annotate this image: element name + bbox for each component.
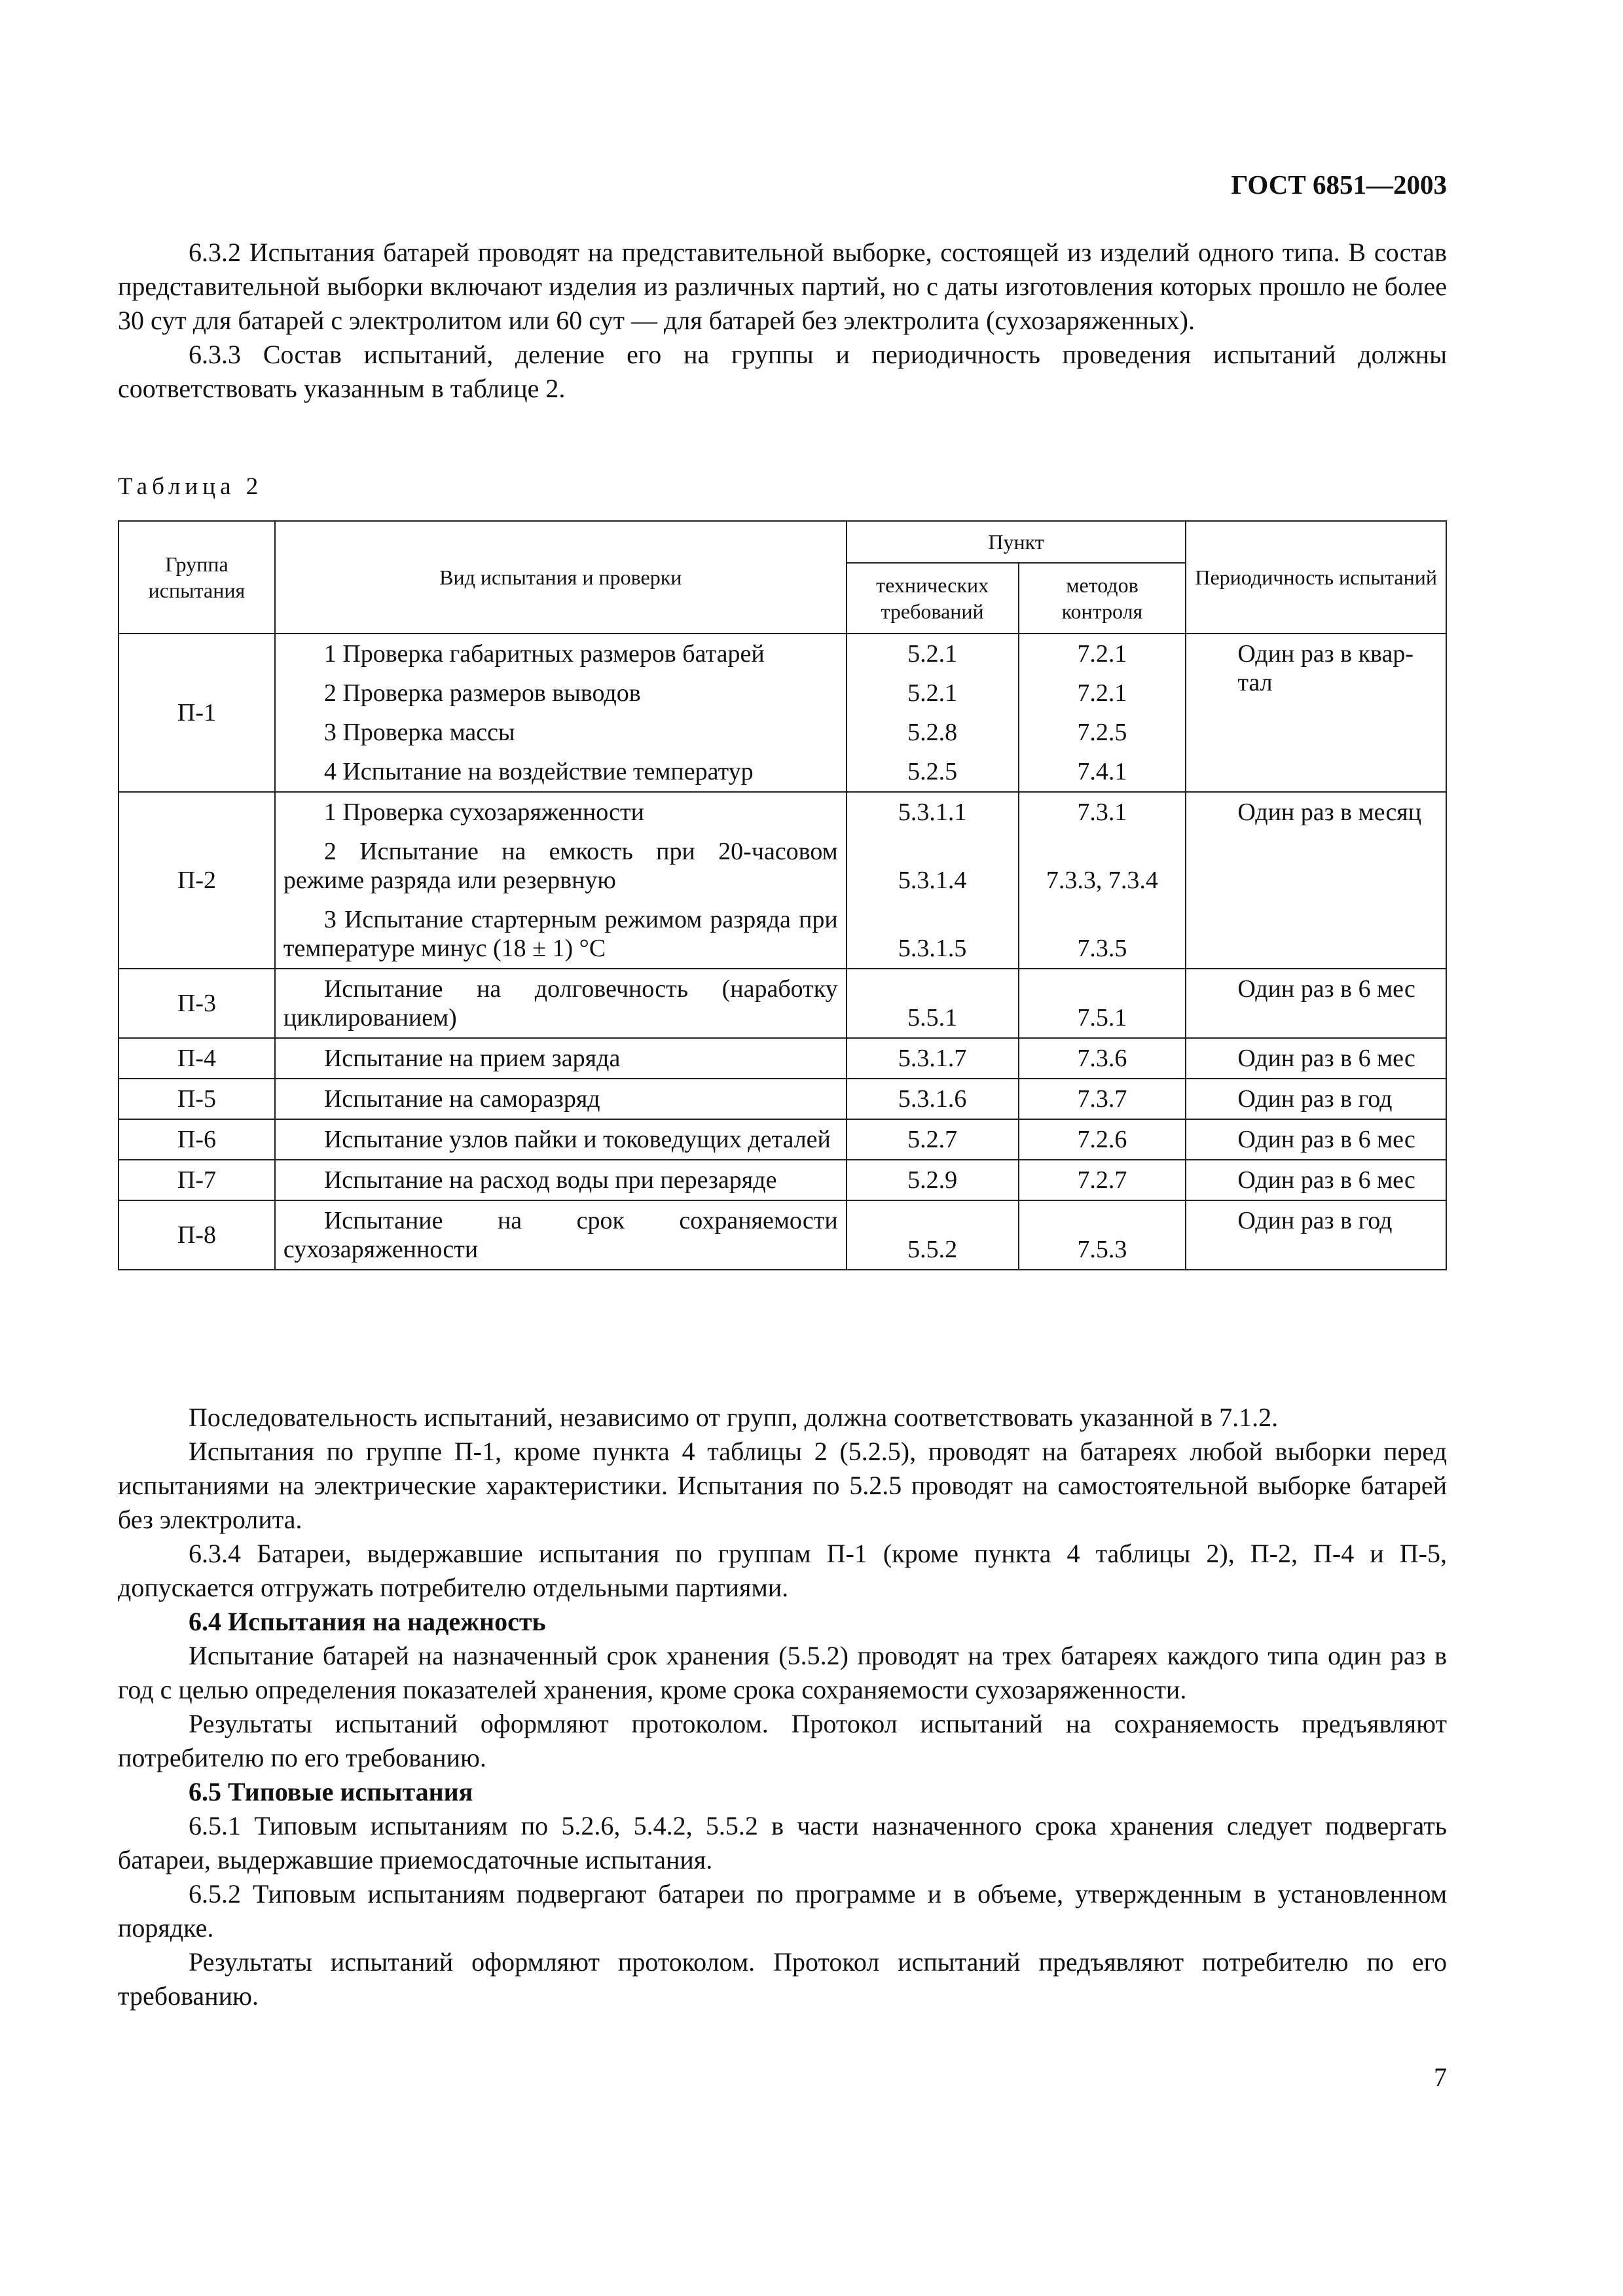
- tech-cell: 5.3.1.7: [847, 1038, 1019, 1079]
- header-period: Периодичность испытаний: [1186, 521, 1446, 634]
- test-cell: 4 Испытание на воздействие температур: [275, 752, 847, 792]
- period-cell: Один раз в 6 мес: [1186, 1038, 1446, 1079]
- method-cell: 7.2.1: [1019, 673, 1186, 713]
- tech-cell: 5.5.2: [847, 1200, 1019, 1270]
- test-cell: 2 Испытание на емкость при 20-часовом режиме разряда или резервную: [275, 832, 847, 900]
- test-cell: 1 Проверка габаритных размеров батарей: [275, 634, 847, 673]
- method-cell: 7.2.7: [1019, 1160, 1186, 1200]
- method-cell: 7.3.3, 7.3.4: [1019, 832, 1186, 900]
- paragraph-6-5-2: 6.5.2 Типовым испытаниям подвергают батареи по программе и в объеме, утвержденным в установленном порядке.: [118, 1879, 1447, 1943]
- heading-6-4: 6.4 Испытания на надежность: [189, 1607, 546, 1636]
- page-number: 7: [1434, 2062, 1447, 2092]
- header-group: Группа испытания: [119, 521, 275, 634]
- paragraph-6-4-a: Испытание батарей на назначенный срок хранения (5.5.2) проводят на трех батареях каждого типа один раз в год с целью определения показателей хранения, кроме срока сохраняемости сухозаряженности.: [118, 1641, 1447, 1704]
- main-section: [118, 1401, 1447, 2013]
- tech-cell: 5.2.7: [847, 1119, 1019, 1160]
- period-cell: Один раз в квар- тал: [1186, 634, 1446, 792]
- period-cell: Один раз в год: [1186, 1200, 1446, 1270]
- paragraph-6-3-3: 6.3.3 Состав испытаний, деление его на группы и периодичность проведения испытаний должны соответствовать указанным в таблице 2.: [118, 340, 1447, 403]
- header-point: Пункт: [847, 521, 1186, 563]
- table-row: [119, 1200, 1446, 1270]
- method-cell: 7.5.3: [1019, 1200, 1186, 1270]
- method-cell: 7.3.1: [1019, 792, 1186, 832]
- group-cell: П-2: [119, 792, 275, 969]
- tech-cell: 5.2.5: [847, 752, 1019, 792]
- table-caption: Таблица 2: [118, 473, 263, 500]
- heading-6-5: 6.5 Типовые испытания: [189, 1777, 473, 1806]
- group-cell: П-5: [119, 1079, 275, 1119]
- group-cell: П-4: [119, 1038, 275, 1079]
- tests-table: [118, 520, 1447, 1270]
- tech-cell: 5.3.1.1: [847, 792, 1019, 832]
- test-cell: Испытание на срок сохраняемости сухозаряженности: [275, 1200, 847, 1270]
- table-row: [119, 1079, 1446, 1119]
- paragraph-6-3-2: 6.3.2 Испытания батарей проводят на представительной выборке, состоящей из изделий одного типа. В состав представительной выборки включают изделия из различных партий, но с даты изготовления которых прошло не более 30 сут для батарей с электролитом или 60 сут — для батарей без электролита (сухозаряженных).: [118, 238, 1447, 335]
- test-cell: Испытание на саморазряд: [275, 1079, 847, 1119]
- table-row: [119, 969, 1446, 1038]
- tech-cell: 5.2.1: [847, 634, 1019, 673]
- period-cell: Один раз в 6 мес: [1186, 1160, 1446, 1200]
- paragraph-6-5-1: 6.5.1 Типовым испытаниям по 5.2.6, 5.4.2, 5.5.2 в части назначенного срока хранения следует подвергать батареи, выдержавшие приемосдаточные испытания.: [118, 1811, 1447, 1874]
- method-cell: 7.5.1: [1019, 969, 1186, 1038]
- method-cell: 7.2.5: [1019, 713, 1186, 752]
- group-cell: П-1: [119, 634, 275, 792]
- method-cell: 7.2.1: [1019, 634, 1186, 673]
- period-cell: Один раз в 6 мес: [1186, 969, 1446, 1038]
- table-row: [119, 1038, 1446, 1079]
- method-cell: 7.3.6: [1019, 1038, 1186, 1079]
- method-cell: 7.2.6: [1019, 1119, 1186, 1160]
- header-tech: технических требований: [847, 563, 1019, 634]
- header-test: Вид испытания и проверки: [275, 521, 847, 634]
- tech-cell: 5.2.1: [847, 673, 1019, 713]
- paragraph-6-4-b: Результаты испытаний оформляют протоколом. Протокол испытаний на сохраняемость предъявляют потребителю по его требованию.: [118, 1709, 1447, 1772]
- tech-cell: 5.3.1.5: [847, 900, 1019, 969]
- tech-cell: 5.2.8: [847, 713, 1019, 752]
- table-row: [119, 1119, 1446, 1160]
- intro-section: [118, 236, 1447, 406]
- header-methods: методов контроля: [1019, 563, 1186, 634]
- table-row: [119, 1160, 1446, 1200]
- test-cell: Испытание на прием заряда: [275, 1038, 847, 1079]
- period-cell: Один раз в месяц: [1186, 792, 1446, 969]
- period-cell: Один раз в 6 мес: [1186, 1119, 1446, 1160]
- table-row: [119, 634, 1446, 673]
- table-header-row: [119, 521, 1446, 563]
- paragraph-6-3-4: 6.3.4 Батареи, выдержавшие испытания по группам П-1 (кроме пункта 4 таблицы 2), П-2, П-4 и П-5, допускается отгружать потребителю отдельными партиями.: [118, 1539, 1447, 1602]
- document-header: ГОСТ 6851—2003: [1231, 170, 1447, 200]
- tech-cell: 5.3.1.6: [847, 1079, 1019, 1119]
- tech-cell: 5.5.1: [847, 969, 1019, 1038]
- tech-cell: 5.2.9: [847, 1160, 1019, 1200]
- test-cell: Испытание на долговечность (наработку циклированием): [275, 969, 847, 1038]
- test-cell: Испытание на расход воды при перезаряде: [275, 1160, 847, 1200]
- paragraph-sequence: Последовательность испытаний, независимо от групп, должна соответствовать указанной в 7.1.2.: [189, 1403, 1279, 1432]
- test-cell: 1 Проверка сухозаряженности: [275, 792, 847, 832]
- group-cell: П-6: [119, 1119, 275, 1160]
- method-cell: 7.3.5: [1019, 900, 1186, 969]
- group-cell: П-7: [119, 1160, 275, 1200]
- paragraph-p1: Испытания по группе П-1, кроме пункта 4 таблицы 2 (5.2.5), проводят на батареях любой выборки перед испытаниями на электрические характеристики. Испытания по 5.2.5 проводят на самостоятельной выборке батарей без электролита.: [118, 1437, 1447, 1534]
- table-body: [119, 634, 1446, 1270]
- group-cell: П-8: [119, 1200, 275, 1270]
- paragraph-6-5-c: Результаты испытаний оформляют протоколом. Протокол испытаний предъявляют потребителю по его требованию.: [118, 1947, 1447, 2011]
- tech-cell: 5.3.1.4: [847, 832, 1019, 900]
- test-cell: 3 Проверка массы: [275, 713, 847, 752]
- period-cell: Один раз в год: [1186, 1079, 1446, 1119]
- test-cell: Испытание узлов пайки и токоведущих деталей: [275, 1119, 847, 1160]
- table-row: [119, 792, 1446, 832]
- method-cell: 7.4.1: [1019, 752, 1186, 792]
- test-cell: 2 Проверка размеров выводов: [275, 673, 847, 713]
- group-cell: П-3: [119, 969, 275, 1038]
- test-cell: 3 Испытание стартерным режимом разряда при температуре минус (18 ± 1) °С: [275, 900, 847, 969]
- method-cell: 7.3.7: [1019, 1079, 1186, 1119]
